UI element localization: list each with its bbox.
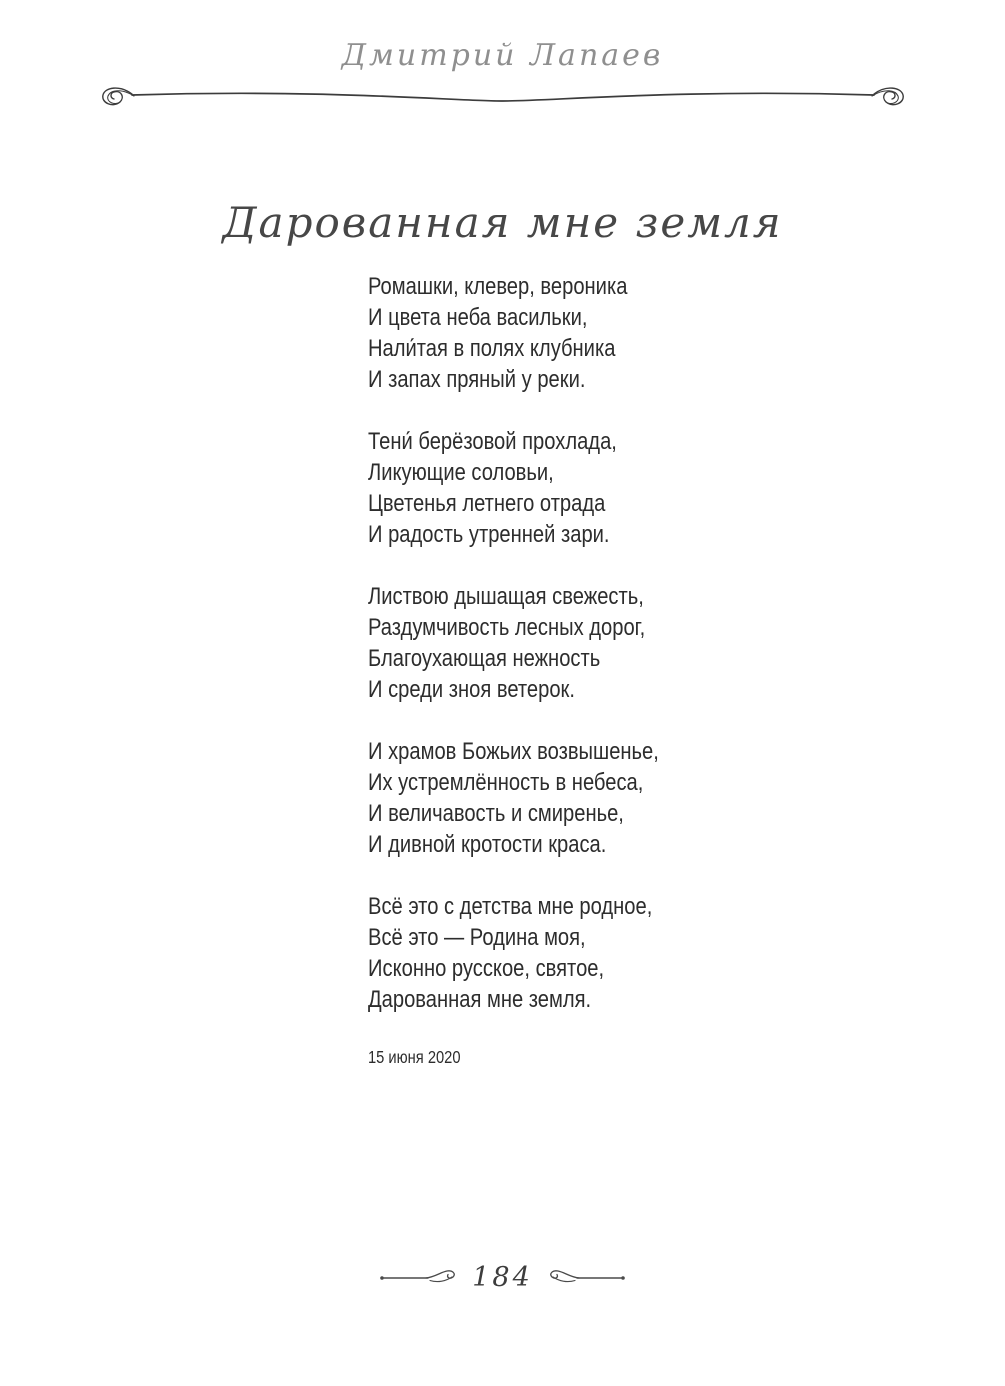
poem-line: Исконно русское, святое, <box>368 955 605 982</box>
running-header-author: Дмитрий Лапаев <box>341 38 664 73</box>
right-swirl-flourish-icon <box>872 88 903 105</box>
poem-line: И запах пряный у реки. <box>368 366 586 393</box>
poem-date: 15 июня 2020 <box>368 1047 461 1067</box>
poem-line: Всё это — Родина моя, <box>368 924 586 951</box>
poem-line: И храмов Божьих возвышенье, <box>368 738 659 765</box>
header-divider <box>98 85 908 115</box>
divider-line <box>132 93 874 101</box>
poem-line: И радость утренней зари. <box>368 521 610 548</box>
poem-line: И среди зноя ветерок. <box>368 676 575 703</box>
poem-line: Раздумчивость лесных дорог, <box>368 614 646 641</box>
poem-body <box>368 271 903 1015</box>
poem-line: Всё это с детства мне родное, <box>368 893 653 920</box>
poem-line: Ликующие соловьи, <box>368 459 554 486</box>
poem-line: И величавость и смиренье, <box>368 800 624 827</box>
poem-line: Дарованная мне земля. <box>368 986 592 1013</box>
poem-line: Нали́тая в полях клубника <box>368 335 616 362</box>
poem-line: Их устремлённость в небеса, <box>368 769 644 796</box>
left-swirl-flourish-icon <box>102 88 133 105</box>
poem-title: Дарованная мне земля <box>222 198 783 247</box>
header-divider-graphic <box>98 85 908 115</box>
poem-line: Листвою дышащая свежесть, <box>368 583 644 610</box>
stanza-1 <box>368 271 903 395</box>
poem-line: Ромашки, клевер, вероника <box>368 273 628 300</box>
footer-ornament-right-icon <box>543 1266 627 1290</box>
stanza-2 <box>368 426 903 550</box>
page-number: 184 <box>472 1262 533 1293</box>
page-footer <box>0 1263 1005 1293</box>
stanza-3 <box>368 581 903 705</box>
stanza-4 <box>368 736 903 860</box>
stanza-5 <box>368 891 903 1015</box>
poem-line: И дивной кротости краса. <box>368 831 607 858</box>
footer-ornament-left-icon <box>378 1266 462 1290</box>
poem-line: И цвета неба васильки, <box>368 304 588 331</box>
poem-line: Тени́ берёзовой прохлада, <box>368 428 617 455</box>
poem-line: Благоухающая нежность <box>368 645 601 672</box>
poem-line: Цветенья летнего отрада <box>368 490 606 517</box>
